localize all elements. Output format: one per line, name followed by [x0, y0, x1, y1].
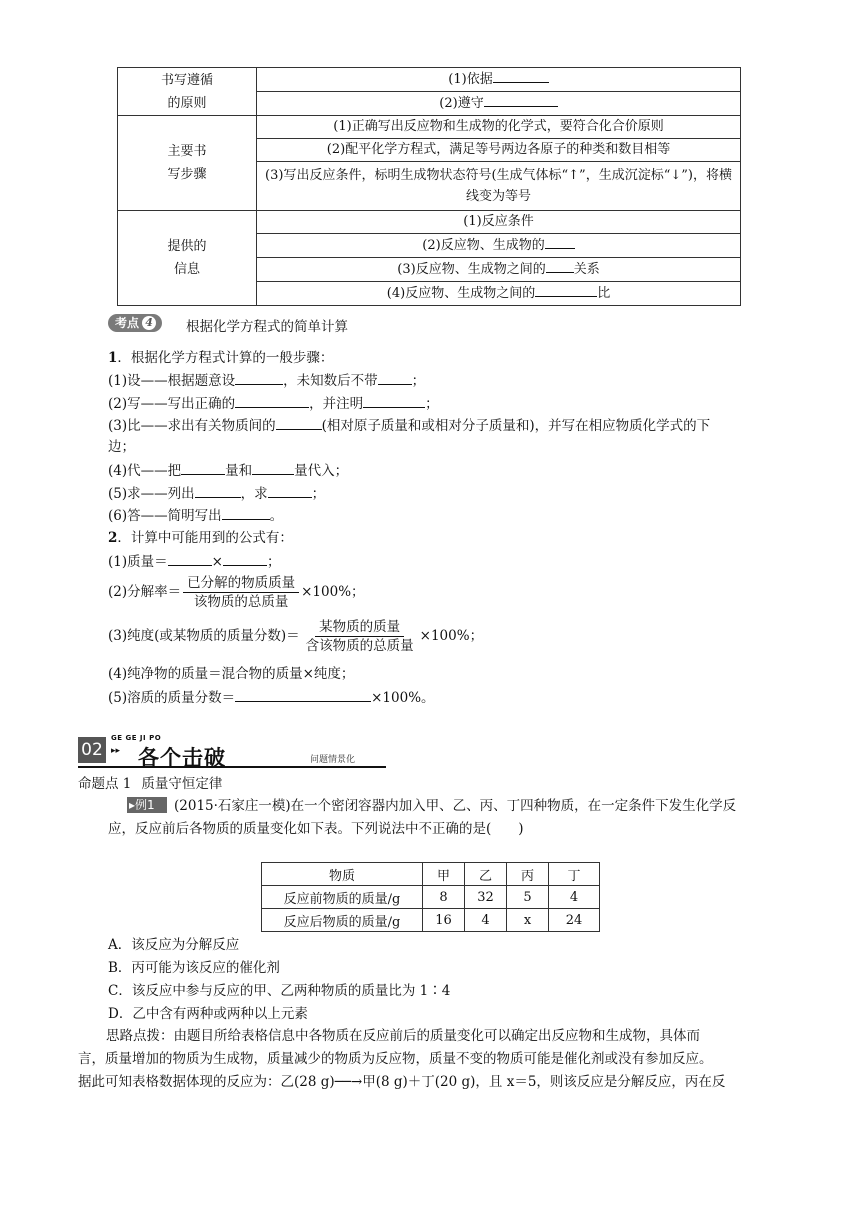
formula-line [108, 574, 365, 611]
item-title: ．计算中可能用到的公式有： [117, 530, 293, 546]
fraction-numerator: 某物质的质量 [315, 618, 404, 637]
rule-item: (1)反应条件 [257, 211, 741, 234]
example-badge: ▸例1 [127, 797, 167, 813]
fill-blank [484, 92, 558, 107]
item-heading [108, 348, 333, 368]
fill-blank [252, 460, 294, 475]
fraction [302, 618, 418, 655]
formula-text: ×100%； [301, 584, 365, 600]
rule-item [257, 68, 741, 92]
step-text: (4)代——把 [108, 463, 182, 479]
badge-text: 考点 [115, 316, 140, 330]
rule-item [257, 92, 741, 116]
fill-blank [168, 551, 212, 566]
fill-blank [276, 415, 322, 430]
fill-blank [181, 460, 225, 475]
step-text: 量和 [225, 463, 253, 479]
step-text: (6)答——简明写出 [108, 508, 222, 524]
fill-blank [378, 370, 412, 385]
fraction-numerator: 已分解的物质质量 [183, 574, 299, 593]
analysis-line: 思路点拨：由题目所给表格信息中各物质在反应前后的质量变化可以确定出反应物和生成物，具体而 [106, 1028, 700, 1044]
category-cell [118, 211, 257, 306]
badge-pill [108, 314, 162, 332]
analysis-line: 据此可知表格数据体现的反应为：乙(28 g)──→甲(8 g)＋丁(20 g)，且 x＝5，则该反应是分解反应，丙在反 [78, 1074, 726, 1090]
formula-text: (3)纯度(或某物质的质量分数)＝ [108, 628, 300, 644]
section-badge [108, 314, 162, 332]
formula-text: (1)质量＝ [108, 554, 168, 570]
mass-table [261, 862, 600, 932]
table-cell: 4 [465, 909, 507, 932]
table-cell: 16 [423, 909, 465, 932]
fill-blank [195, 483, 241, 498]
category-line: 主要书 [167, 144, 207, 159]
table-cell: 8 [423, 886, 465, 909]
table-row [262, 909, 600, 932]
example-text: 应，反应前后各物质的质量变化如下表。下列说法中不正确的是( ) [108, 821, 524, 837]
step-line [108, 370, 425, 391]
table-cell: 24 [549, 909, 600, 932]
banner-number: 02 [78, 737, 106, 763]
proposition-title: 质量守恒定律 [141, 776, 223, 792]
rule-text: 比 [597, 286, 611, 301]
formula-text: ×100%； [419, 628, 484, 644]
table-header: 物质 [262, 863, 423, 886]
rule-item [257, 282, 741, 306]
formula-line [108, 687, 435, 708]
option-b: B．丙可能为该反应的催化剂 [108, 960, 280, 976]
step-line [108, 415, 710, 436]
step-text: (1)设——根据题意设 [108, 373, 236, 389]
table-header: 乙 [465, 863, 507, 886]
step-text: 量代入； [294, 463, 349, 479]
fill-blank [268, 483, 312, 498]
formula-line: (4)纯净物的质量＝混合物的质量×纯度； [108, 666, 355, 682]
fraction [183, 574, 299, 611]
rule-item [257, 234, 741, 258]
option-c: C．该反应中参与反应的甲、乙两种物质的质量比为 1∶4 [108, 983, 451, 999]
fraction-denominator: 含该物质的总质量 [305, 638, 414, 654]
rule-text: 关系 [573, 262, 600, 277]
banner-pinyin: GE GE JI PO [111, 734, 162, 742]
item-heading [108, 528, 293, 548]
analysis-paragraph [78, 1025, 784, 1094]
formula-text: ； [266, 554, 281, 570]
rule-item [257, 258, 741, 282]
step-text: (3)比——求出有关物质间的 [108, 418, 276, 434]
formula-line [108, 551, 280, 572]
item-number: 2 [108, 530, 118, 546]
proposition-label: 命题点 1 [78, 776, 132, 792]
table-row [262, 863, 600, 886]
table-cell: 4 [549, 886, 600, 909]
badge-number: 4 [142, 316, 156, 330]
formula-text: × [211, 554, 223, 570]
fill-blank [546, 258, 574, 273]
step-line [108, 393, 439, 414]
category-line: 信息 [173, 262, 200, 277]
fraction-denominator: 该物质的总质量 [193, 594, 289, 610]
category-line: 写步骤 [167, 167, 207, 182]
step-line [108, 460, 348, 481]
table-cell: x [507, 909, 549, 932]
option-d: D．乙中含有两种或两种以上元素 [108, 1006, 308, 1022]
rule-text: (3)反应物、生成物之间的 [397, 262, 546, 277]
fill-blank [363, 393, 425, 408]
formula-line [108, 618, 483, 655]
table-cell: 反应后物质的质量/g [262, 909, 423, 932]
rule-text: (4)反应物、生成物之间的 [386, 286, 536, 301]
table-header: 甲 [423, 863, 465, 886]
step-text: ； [425, 396, 439, 412]
fill-blank [235, 687, 371, 702]
step-text: (相对原子质量和或相对分子质量和)，并写在相应物质化学式的下 [321, 418, 711, 434]
double-arrow-icon: ▸▸ [111, 746, 121, 756]
category-cell [118, 116, 257, 211]
example-text: (2015·石家庄一模)在一个密闭容器内加入甲、乙、丙、丁四种物质，在一定条件下发生化学反 [174, 798, 737, 814]
step-line [108, 505, 283, 526]
fill-blank [235, 370, 283, 385]
step-text: (2)写——写出正确的 [108, 396, 236, 412]
step-text: 。 [269, 508, 284, 524]
fill-blank [493, 68, 549, 83]
step-line [108, 483, 325, 504]
rule-text: (2)反应物、生成物的 [422, 238, 545, 253]
step-text: 边； [108, 439, 135, 455]
fill-blank [545, 234, 575, 249]
table-header: 丁 [549, 863, 600, 886]
category-line: 的原则 [167, 95, 207, 111]
category-line: 提供的 [167, 239, 207, 254]
table-cell: 32 [465, 886, 507, 909]
section-banner [78, 734, 386, 768]
item-number: 1 [108, 350, 118, 366]
formula-text: (2)分解率＝ [108, 584, 182, 600]
rule-item: (3)写出反应条件，标明生成物状态符号(生成气体标“↑”，生成沉淀标“↓”)，将横线变为等号 [257, 162, 741, 211]
rule-text: (1)依据 [448, 72, 493, 87]
table-header: 丙 [507, 863, 549, 886]
table-row [262, 886, 600, 909]
rule-text: (2)遵守 [439, 96, 484, 111]
banner-subtitle: 问题情景化 [310, 755, 356, 765]
section-title: 根据化学方程式的简单计算 [186, 319, 348, 335]
step-text: (5)求——列出 [108, 486, 195, 502]
table-cell: 反应前物质的质量/g [262, 886, 423, 909]
fill-blank [223, 551, 267, 566]
formula-text: ×100%。 [371, 690, 435, 706]
analysis-line: 言，质量增加的物质为生成物，质量减少的物质为反应物，质量不变的物质可能是催化剂或没有参加反应。 [78, 1051, 713, 1067]
option-a: A．该反应为分解反应 [108, 937, 240, 953]
category-cell [118, 68, 257, 116]
rule-item: (1)正确写出反应物和生成物的化学式，要符合化合价原则 [257, 116, 741, 139]
fill-blank [535, 282, 597, 297]
formula-text: (5)溶质的质量分数＝ [108, 690, 236, 706]
step-text: ，求 [240, 486, 268, 502]
step-text: ； [411, 373, 426, 389]
fill-blank [222, 505, 270, 520]
rules-table [117, 67, 741, 306]
step-line [108, 437, 135, 457]
fill-blank [235, 393, 309, 408]
category-line: 书写遵循 [160, 72, 213, 88]
proposition-heading [78, 774, 222, 794]
step-text: ，并注明 [309, 396, 364, 412]
step-text: ； [311, 486, 326, 502]
step-text: ，未知数后不带 [283, 373, 378, 389]
banner-title: 各个击破 [138, 746, 226, 770]
item-title: ．根据化学方程式计算的一般步骤： [117, 350, 334, 366]
rule-item: (2)配平化学方程式，满足等号两边各原子的种类和数目相等 [257, 139, 741, 162]
table-cell: 5 [507, 886, 549, 909]
